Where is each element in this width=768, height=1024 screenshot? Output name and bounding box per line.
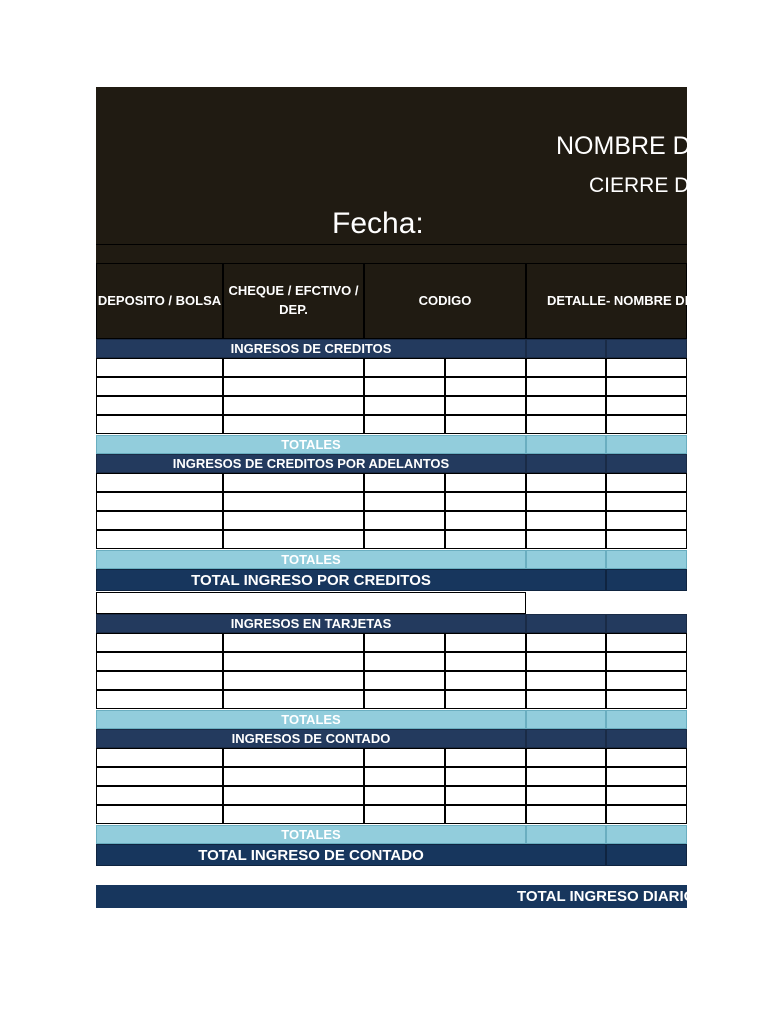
column-header-codigo: CODIGO [364,263,526,339]
table-row[interactable] [96,530,687,549]
section-total-tarjetas [96,710,687,729]
grand-total-creditos [96,569,687,591]
company-name-title: NOMBRE DE [556,132,708,160]
section-header-creditos [96,339,687,358]
totals-label: TOTALES [281,712,341,727]
table-row[interactable] [96,652,687,671]
table-row[interactable] [96,396,687,415]
closing-title: CIERRE DE [589,174,704,197]
date-label: Fecha: [332,207,424,240]
section-title: INGRESOS EN TARJETAS [230,616,392,631]
sheet-header [96,87,708,244]
section-title: INGRESOS DE CREDITOS POR ADELANTOS [172,456,450,471]
section-header-adelantos [96,454,687,473]
table-row[interactable] [96,415,687,434]
grand-total-contado [96,844,687,866]
table-row[interactable] [96,690,687,709]
daily-total-label: TOTAL INGRESO DIARIO [517,888,696,905]
section-header-tarjetas [96,614,687,633]
section-title: INGRESOS DE CREDITOS [230,341,392,356]
grand-total-label: TOTAL INGRESO POR CREDITOS [191,571,431,589]
section-total-contado [96,825,687,844]
section-total-creditos [96,435,687,454]
table-row[interactable] [96,767,687,786]
table-row[interactable] [96,358,687,377]
table-row[interactable] [96,786,687,805]
table-row[interactable] [96,671,687,690]
column-header-detalle: DETALLE- NOMBRE DE [526,263,687,339]
header-divider [96,244,687,264]
daily-total-bar [96,885,696,908]
section-title: INGRESOS DE CONTADO [231,731,391,746]
table-row[interactable] [96,511,687,530]
spacer-row [96,592,687,614]
table-row[interactable] [96,748,687,767]
column-header-cheque: CHEQUE / EFCTIVO / DEP. [223,263,364,339]
grand-total-label: TOTAL INGRESO DE CONTADO [198,846,424,864]
section-header-contado [96,729,687,748]
table-row[interactable] [96,492,687,511]
totals-label: TOTALES [281,552,341,567]
table-row[interactable] [96,473,687,492]
totals-label: TOTALES [281,827,341,842]
column-header-deposito: DEPOSITO / BOLSA [96,263,223,339]
table-row[interactable] [96,633,687,652]
totals-label: TOTALES [281,437,341,452]
section-total-adelantos [96,550,687,569]
table-row[interactable] [96,377,687,396]
table-row[interactable] [96,805,687,824]
